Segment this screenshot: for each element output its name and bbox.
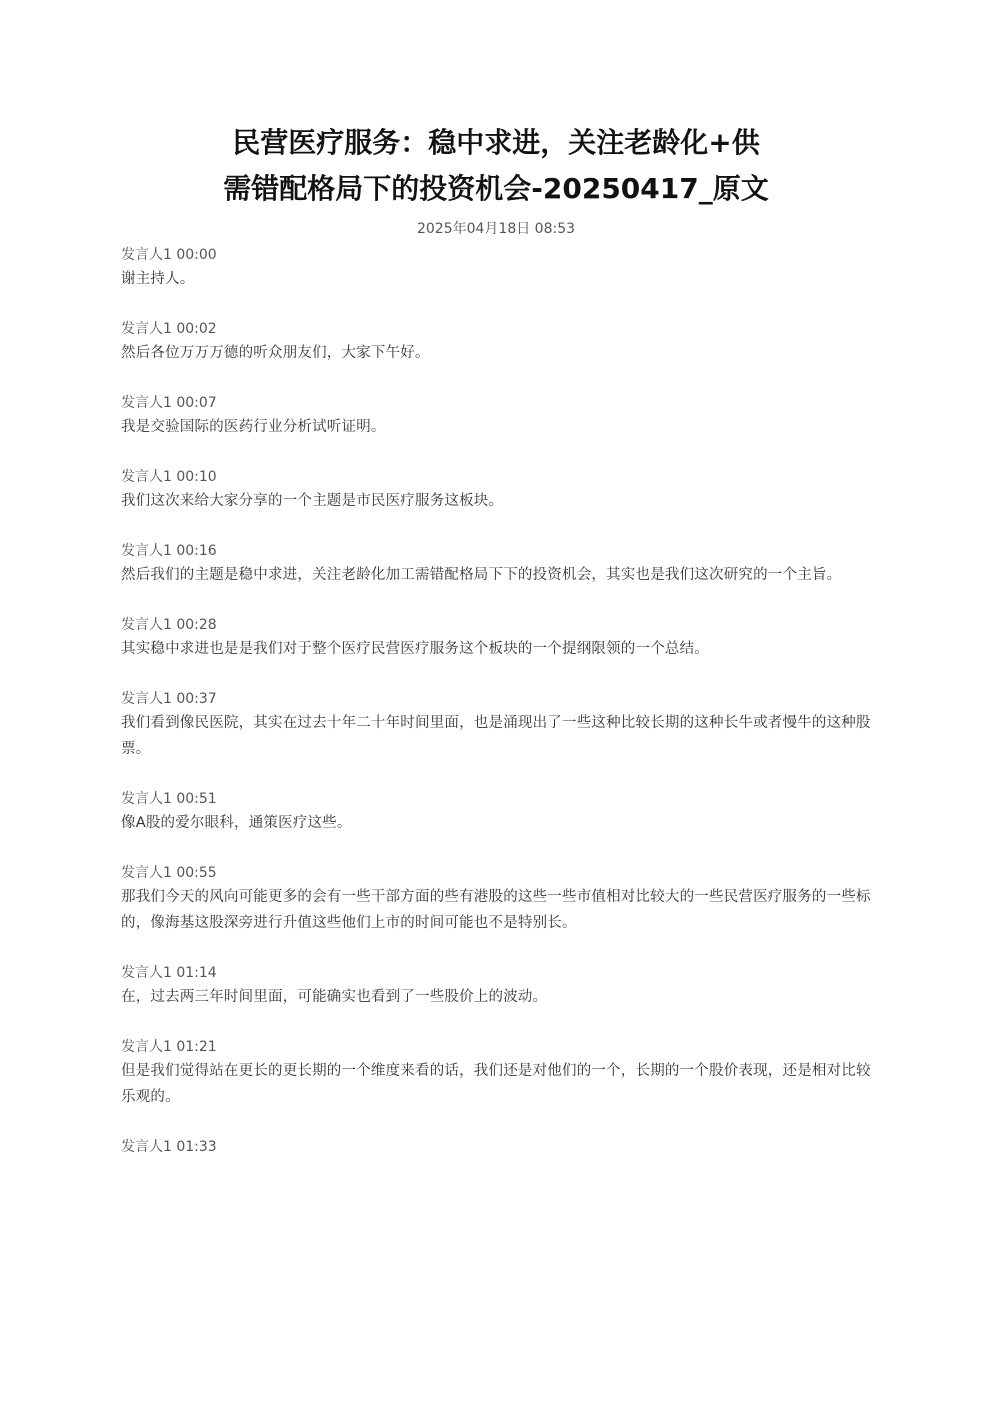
- entry-text: 那我们今天的风向可能更多的会有一些干部方面的些有港股的这些一些市值相对比较大的一些民营医疗服务的一些标的，像海基这股深旁进行升值这些他们上市的时间可能也不是特别长。: [121, 889, 871, 931]
- transcript-entry: [121, 466, 871, 514]
- transcript-entry: [121, 614, 871, 662]
- speaker-timestamp: 发言人1 00:00: [121, 247, 217, 263]
- entry-text: 然后各位万万万德的听众朋友们，大家下午好。: [121, 345, 430, 361]
- entry-text: 但是我们觉得站在更长的更长期的一个维度来看的话，我们还是对他们的一个，长期的一个股价表现，还是相对比较乐观的。: [121, 1063, 871, 1105]
- speaker-timestamp: 发言人1 00:37: [121, 691, 217, 707]
- speaker-timestamp: 发言人1 01:21: [121, 1039, 217, 1055]
- entry-text: 其实稳中求进也是是我们对于整个医疗民营医疗服务这个板块的一个提纲限领的一个总结。: [121, 641, 709, 657]
- speaker-timestamp: 发言人1 01:14: [121, 965, 217, 981]
- speaker-timestamp: 发言人1 00:07: [121, 395, 217, 411]
- entry-text: 在，过去两三年时间里面，可能确实也看到了一些股价上的波动。: [121, 989, 548, 1005]
- entry-text: 然后我们的主题是稳中求进，关注老龄化加工需错配格局下下的投资机会，其实也是我们这次研究的一个主旨。: [121, 567, 842, 583]
- transcript-entry: [121, 1136, 871, 1158]
- document-date: 2025年04月18日 08:53: [416, 221, 576, 237]
- transcript: [121, 244, 871, 1184]
- transcript-entry: [121, 392, 871, 440]
- transcript-entry: [121, 688, 871, 762]
- transcript-entry: [121, 244, 871, 292]
- title-line-1: 民营医疗服务：稳中求进，关注老龄化+供: [232, 126, 760, 159]
- speaker-timestamp: 发言人1 01:33: [121, 1139, 217, 1155]
- entry-text: 我们看到像民医院，其实在过去十年二十年时间里面，也是涌现出了一些这种比较长期的这种长牛或者慢牛的这种股票。: [121, 715, 871, 757]
- entry-text: 我们这次来给大家分享的一个主题是市民医疗服务这板块。: [121, 493, 504, 509]
- entry-text: 像A股的爱尔眼科，通策医疗这些。: [121, 815, 352, 831]
- speaker-timestamp: 发言人1 00:28: [121, 617, 217, 633]
- transcript-entry: [121, 788, 871, 836]
- speaker-timestamp: 发言人1 00:16: [121, 543, 217, 559]
- speaker-timestamp: 发言人1 00:55: [121, 865, 217, 881]
- entry-text: 谢主持人。: [121, 271, 195, 287]
- title-line-2: 需错配格局下的投资机会-20250417_原文: [223, 172, 769, 205]
- document-title: [150, 120, 842, 212]
- transcript-entry: [121, 540, 871, 588]
- speaker-timestamp: 发言人1 00:10: [121, 469, 217, 485]
- entry-text: 我是交验国际的医药行业分析试听证明。: [121, 419, 386, 435]
- transcript-entry: [121, 318, 871, 366]
- speaker-timestamp: 发言人1 00:51: [121, 791, 217, 807]
- speaker-timestamp: 发言人1 00:02: [121, 321, 217, 337]
- transcript-entry: [121, 1036, 871, 1110]
- transcript-entry: [121, 962, 871, 1010]
- transcript-entry: [121, 862, 871, 936]
